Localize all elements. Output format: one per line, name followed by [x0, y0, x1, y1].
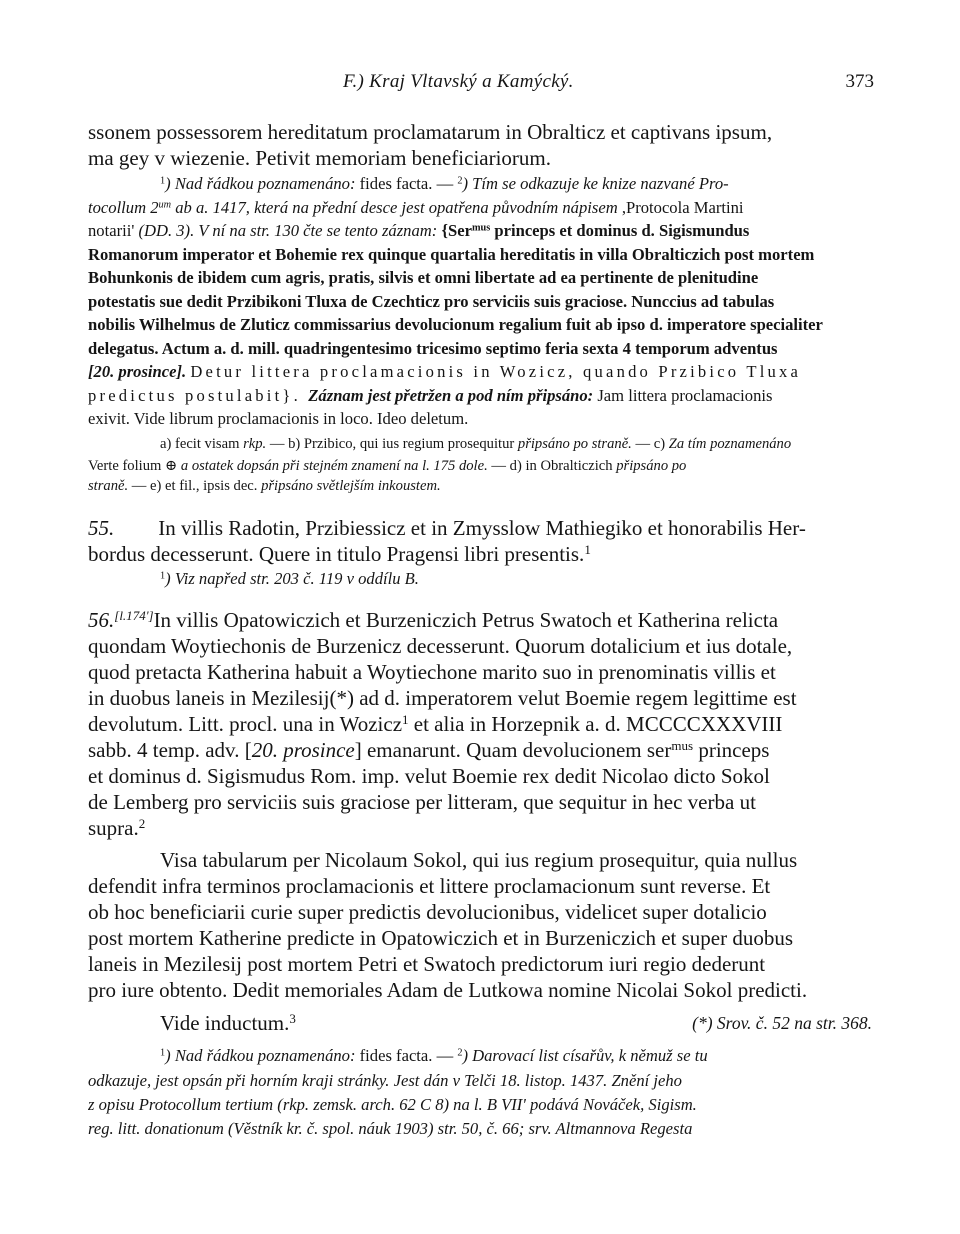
- footnote-line: reg. litt. donationum (Věstník kr. č. spol. náuk 1903) str. 50, č. 66; srv. Altmannova Regesta: [88, 1119, 693, 1138]
- running-title: F.) Kraj Vltavský a Kamýcký.: [343, 71, 574, 92]
- footnote-marker: 3: [289, 1011, 296, 1026]
- entry-56-line: quondam Woytiechonis de Burzenicz decesserunt. Quorum dotalicium et ius dotale,: [88, 634, 793, 658]
- entry-56-line: de Lemberg pro serviciis suis graciose per litteram, que sequitur in hec verba ut: [88, 790, 756, 814]
- apparatus-line: [160, 436, 870, 453]
- entry-text: In villis Opatowiczich et Burzeniczich Petrus Swatoch et Katherina relicta: [153, 608, 779, 632]
- entry-56-line: laneis in Mezilesij post mortem Petri et Swatoch predictorum iuri regio dederunt: [88, 952, 766, 976]
- entry-number: 55.: [88, 516, 115, 540]
- footnote-marker: 1: [160, 1047, 166, 1059]
- folio-marker: [l.174']: [114, 608, 154, 623]
- superscript: um: [158, 199, 172, 211]
- footnote-marker: 1: [584, 542, 591, 557]
- latin-text: {Ser: [441, 221, 472, 240]
- footnote-line: [160, 1046, 870, 1066]
- latin-text: Jam littera proclamacionis: [593, 386, 773, 405]
- italic-note: ab a. 1417, která na přední desce jest opatřena původním nápisem: [171, 198, 618, 217]
- footnote-line: [88, 221, 870, 241]
- latin-text: fides facta. —: [355, 1046, 458, 1065]
- apparatus-italic: a ostatek dopsán při stejném znamení na l. 175 dole.: [180, 458, 488, 474]
- superscript: mus: [671, 738, 694, 753]
- apparatus-text: — e) et fil., ipsis dec.: [128, 478, 262, 494]
- latin-text: fides facta. —: [355, 174, 458, 193]
- spaced-text: predictus postulabit}.: [88, 386, 309, 405]
- italic-note: tocollum 2: [88, 198, 159, 217]
- apparatus-text: a) fecit visam: [160, 436, 244, 452]
- footnote-line: potestatis sue dedit Przibikoni Tluxa de Czechticz pro serviciis suis graciose. Nunccius ad tabulas: [88, 292, 775, 311]
- footnote-line: [88, 386, 870, 406]
- spaced-text: Detur littera proclamacionis in Wozicz, quando Przibico Tluxa: [190, 362, 802, 381]
- footnote-marker: 2: [457, 1047, 463, 1059]
- italic-note: ) Nad řádkou poznamenáno:: [165, 174, 356, 193]
- latin-text: princeps et dominus d. Sigismundus: [490, 221, 750, 240]
- italic-note: ) Darovací list císařův, k němuž se tu: [462, 1046, 708, 1065]
- entry-56-line: ob hoc beneficiarii curie super predictis devolucionibus, videlicet super dotalicio: [88, 900, 767, 924]
- footnote-marker: 1: [160, 570, 166, 582]
- entry-56-line: et dominus d. Sigismudus Rom. imp. velut Boemie rex dedit Nicolao dicto Sokol: [88, 764, 770, 788]
- footnote-marker: 1: [402, 712, 409, 727]
- footnote-marker: 2: [457, 175, 463, 187]
- apparatus-italic: připsáno světlejším inkoustem.: [261, 478, 441, 494]
- footnote-line: odkazuje, jest opsán při horním kraji stránky. Jest dán v Telči 18. listop. 1437. Znění jeho: [88, 1071, 682, 1090]
- entry-56-line: [88, 738, 870, 763]
- apparatus-italic: připsáno po: [616, 458, 687, 474]
- italic-note: ) Viz napřed str. 203 č. 119 v oddílu B.: [165, 569, 419, 588]
- entry-text: In villis Radotin, Przibiessicz et in Zmysslow Mathiegiko et honorabilis Her-: [158, 516, 806, 540]
- italic-note: [20. prosince].: [88, 362, 191, 381]
- footnote-line: exivit. Vide librum proclamacionis in loco. Ideo deletum.: [88, 409, 469, 428]
- footnote-line: delegatus. Actum a. d. mill. quadringentesimo tricesimo septimo feria sexta 4 temporum adventus: [88, 339, 778, 358]
- italic-note: Záznam jest přetržen a pod ním připsáno:: [308, 386, 594, 405]
- entry-56-line: [88, 608, 870, 633]
- footnote-line: nobilis Wilhelmus de Zluticz commissarius devolucionum regalium fuit ab ipso d. imperatore specialiter: [88, 315, 823, 334]
- apparatus-line: [88, 457, 870, 475]
- italic-note: ) Nad řádkou poznamenáno:: [165, 1046, 356, 1065]
- apparatus-text: — d) in Obralticzich: [487, 458, 617, 474]
- entry-56-line: defendit infra terminos proclamacionis et littere proclamacionum sunt reverse. Et: [88, 874, 771, 898]
- italic-date: 20. prosince: [251, 738, 355, 762]
- apparatus-italic: Za tím poznamenáno: [668, 436, 792, 452]
- entry-56-line: post mortem Katherine predicte in Opatowiczich et in Burzeniczich et super duobus: [88, 926, 794, 950]
- apparatus-italic: rkp.: [243, 436, 267, 452]
- apparatus-italic: připsáno po straně.: [517, 436, 632, 452]
- entry-text: ] emanarunt. Quam devolucionem ser: [354, 738, 672, 762]
- entry-56-line: in duobus laneis in Mezilesij(*) ad d. imperatorem velut Boemie regem legittime est: [88, 686, 797, 710]
- entry-56-line: [88, 712, 870, 737]
- footnote-line: [88, 198, 870, 218]
- entry-55-line: [88, 516, 870, 541]
- latin-text: notarii': [88, 221, 139, 240]
- entry-56-line: [88, 816, 870, 841]
- italic-note: (DD. 3). V ní na str. 130 čte se tento záznam:: [138, 221, 442, 240]
- footnote-marker: 1: [160, 175, 166, 187]
- text-line: ssonem possessorem hereditatum proclamatarum in Obralticz et captivans ipsum,: [88, 120, 773, 144]
- superscript: mus: [471, 222, 491, 234]
- apparatus-text: — b) Przibico, qui ius regium prosequitur: [266, 436, 518, 452]
- entry-56-line: [160, 1011, 580, 1036]
- cross-reference-note: (*) Srov. č. 52 na str. 368.: [692, 1013, 872, 1033]
- footnote-line: Bohunkonis de ibidem cum agris, pratis, silvis et omni libertate ad ea pertinente de plenitudine: [88, 268, 759, 287]
- text-line: ma gey v wiezenie. Petivit memoriam beneficiariorum.: [88, 146, 552, 170]
- footnote-marker: 2: [138, 816, 146, 831]
- entry-text: supra.: [88, 816, 139, 840]
- entry-56-line: quod pretacta Katherina habuit a Woytiechone marito suo in prenominatis villis et: [88, 660, 776, 684]
- entry-text: et alia in Horzepnik a. d. MCCCCXXXVIII: [408, 712, 783, 736]
- footnote-line: [160, 174, 870, 194]
- apparatus-text: — c): [631, 436, 669, 452]
- entry-55-line: [88, 542, 870, 567]
- footnote-line: [88, 362, 870, 382]
- italic-note: ) Tím se odkazuje ke knize nazvané Pro-: [462, 174, 729, 193]
- footnote-line: [160, 569, 870, 589]
- latin-text: ,Protocola Martini: [617, 198, 744, 217]
- apparatus-text: Verte folium ⊕: [88, 458, 181, 474]
- apparatus-line: [88, 478, 870, 495]
- entry-text: bordus decesserunt. Quere in titulo Pragensi libri presentis.: [88, 542, 585, 566]
- entry-text: sabb. 4 temp. adv. [: [88, 738, 252, 762]
- entry-number: 56.: [88, 608, 115, 632]
- apparatus-italic: straně.: [88, 478, 129, 494]
- entry-text: princeps: [693, 738, 770, 762]
- entry-56-line: Visa tabularum per Nicolaum Sokol, qui ius regium prosequitur, quia nullus: [160, 848, 798, 872]
- footnote-line: z opisu Protocollum tertium (rkp. zemsk. arch. 62 C 8) na l. B VII' podává Nováček, Sigism.: [88, 1095, 697, 1114]
- page-number: 373: [845, 71, 874, 92]
- entry-text: devolutum. Litt. procl. una in Wozicz: [88, 712, 403, 736]
- entry-text: Vide inductum.: [160, 1011, 290, 1035]
- footnote-line: Romanorum imperator et Bohemie rex quinque quartalia hereditatis in villa Obralticzich post mortem: [88, 245, 815, 264]
- entry-56-line: pro iure obtento. Dedit memoriales Adam de Lutkowa nomine Nicolai Sokol predicti.: [88, 978, 808, 1002]
